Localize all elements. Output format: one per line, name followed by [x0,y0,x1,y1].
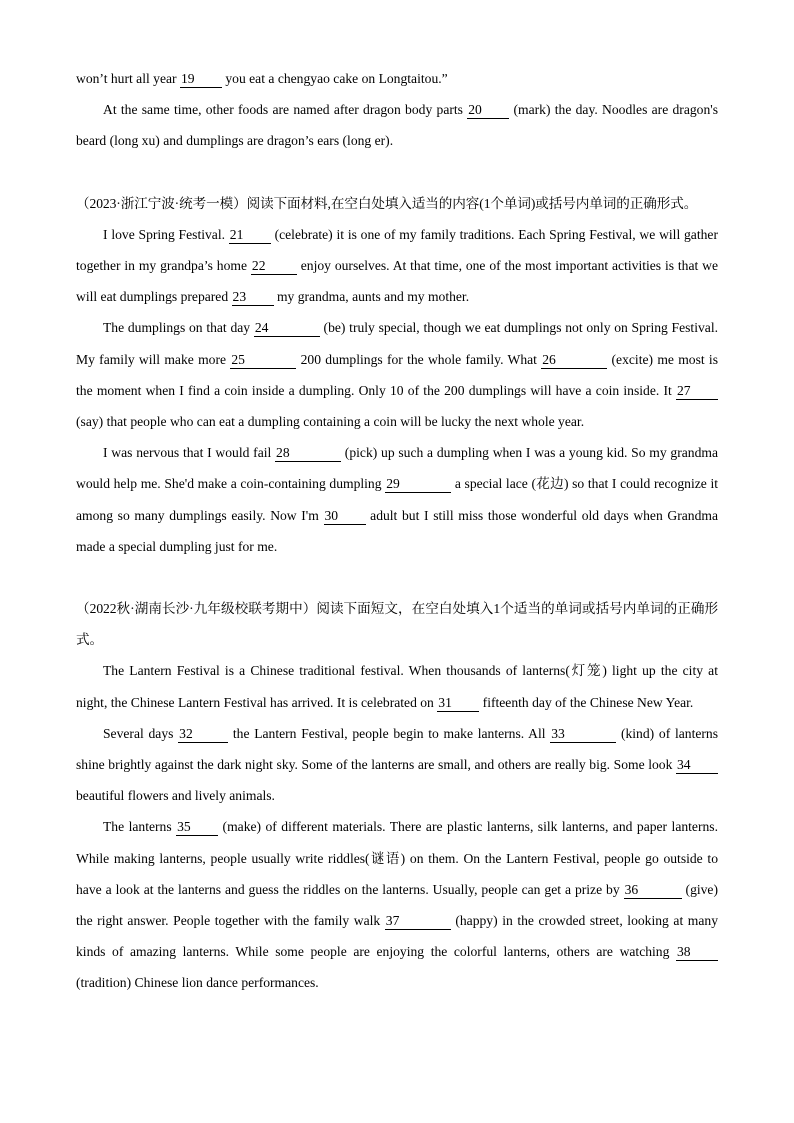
text-run: (happy) in the crowded street, looking at many kinds of amazing lanterns. While some people are enjoying the colorful lanterns, others are watching [76,913,718,960]
document-page [76,63,718,999]
text-run: Several days [103,725,179,741]
blank-24[interactable]: 24 [254,320,320,337]
blank-22[interactable]: 22 [251,258,297,275]
passage-2-paragraph-2 [76,312,718,437]
text-run: adult but I still miss those wonderful old days when Grandma made a special dumpling just for me. [76,507,718,554]
blank-33[interactable]: 33 [550,726,616,743]
blank-31[interactable]: 31 [437,695,479,712]
text-run: (be) truly special, though we eat dumplings not only on Spring Festival. My family will make more [76,320,718,367]
passage-2-paragraph-1 [76,219,718,313]
text-run: (say) that people who can eat a dumpling containing a coin will be lucky the next whole year. [76,414,585,430]
text-run: won’t hurt all year [76,71,180,86]
blank-37[interactable]: 37 [385,913,451,930]
blank-26[interactable]: 26 [541,352,607,369]
passage-3-paragraph-1 [76,655,718,717]
blank-27[interactable]: 27 [676,383,718,400]
text-run: (make) of different materials. There are plastic lanterns, silk lanterns, and paper lanterns. While making lanterns, people usually write riddles(谜语) on them. On the Lantern Festival, people go outside to have a look at the lanterns and guess the riddles on the lanterns. Usually, people can get a prize by [76,819,718,897]
text-run: At the same time, other foods are named after dragon body parts [103,102,468,118]
blank-25[interactable]: 25 [230,352,296,369]
blank-34[interactable]: 34 [676,757,718,774]
passage-2-paragraph-3 [76,437,718,562]
passage-2-instructions: （2023·浙江宁波·统考一模）阅读下面材料,在空白处填入适当的内容(1个单词)或括号内单词的正确形式。 [76,195,698,211]
passage-3-paragraph-3 [76,811,718,998]
text-run: (celebrate) it is one of my family traditions. Each Spring Festival, we will gather together in my grandpa’s home [76,226,718,274]
text-run: (tradition) Chinese lion dance performances. [76,975,319,991]
passage-3-instructions: （2022秋·湖南长沙·九年级校联考期中）阅读下面短文，在空白处填入1个适当的单词或括号内单词的正确形式。 [76,601,718,648]
text-run: beautiful flowers and lively animals. [76,788,275,804]
text-run: enjoy ourselves. At that time, one of the most important activities is that we will eat dumplings prepared [76,258,719,305]
paragraph-continuation [76,63,718,94]
text-run: a special lace (花边) so that I could recognize it among so many dumplings easily. Now I'm [76,476,718,523]
text-run: I was nervous that I would fail [103,445,276,461]
text-run: (give) the right answer. People together with the family walk [76,881,718,929]
blank-30[interactable]: 30 [324,508,366,525]
text-run: fifteenth day of the Chinese New Year. [479,694,694,710]
text-run: my grandma, aunts and my mother. [273,289,470,305]
text-run: (excite) me most is the moment when I find a coin inside a dumpling. Only 10 of the 200 dumplings will have a coin inside. It [76,351,718,398]
text-run: (pick) up such a dumpling when I was a young kid. So my grandma would help me. She'd make a coin-containing dumpling [76,445,718,492]
blank-38[interactable]: 38 [676,944,718,961]
blank-20[interactable]: 20 [467,102,509,119]
text-run: The lanterns [103,819,177,835]
text-run: you eat a chengyao cake on Longtaitou.” [221,71,448,86]
text-run: the Lantern Festival, people begin to make lanterns. All [228,725,551,741]
blank-35[interactable]: 35 [176,819,218,836]
blank-36[interactable]: 36 [624,882,682,899]
blank-21[interactable]: 21 [229,227,271,244]
text-run: The dumplings on that day [103,320,254,336]
blank-29[interactable]: 29 [385,476,451,493]
blank-23[interactable]: 23 [232,289,274,306]
text-run: I love Spring Festival. [103,226,229,242]
text-run: (kind) of lanterns shine brightly against the dark night sky. Some of the lanterns are small, and others are really big. Some look [76,725,718,773]
blank-28[interactable]: 28 [275,445,341,462]
passage-3-paragraph-2 [76,718,718,812]
blank-32[interactable]: 32 [178,726,228,743]
blank-19[interactable]: 19 [180,71,222,88]
text-run: 200 dumplings for the whole family. What [296,351,542,367]
text-run: The Lantern Festival is a Chinese traditional festival. When thousands of lanterns(灯笼) light up the city at night, the Chinese Lantern Festival has arrived. It is celebrated on [76,663,718,710]
paragraph-dragon-foods [76,94,718,156]
text-run: (mark) the day. Noodles are dragon's beard (long xu) and dumplings are dragon’s ears (long er). [76,102,718,149]
